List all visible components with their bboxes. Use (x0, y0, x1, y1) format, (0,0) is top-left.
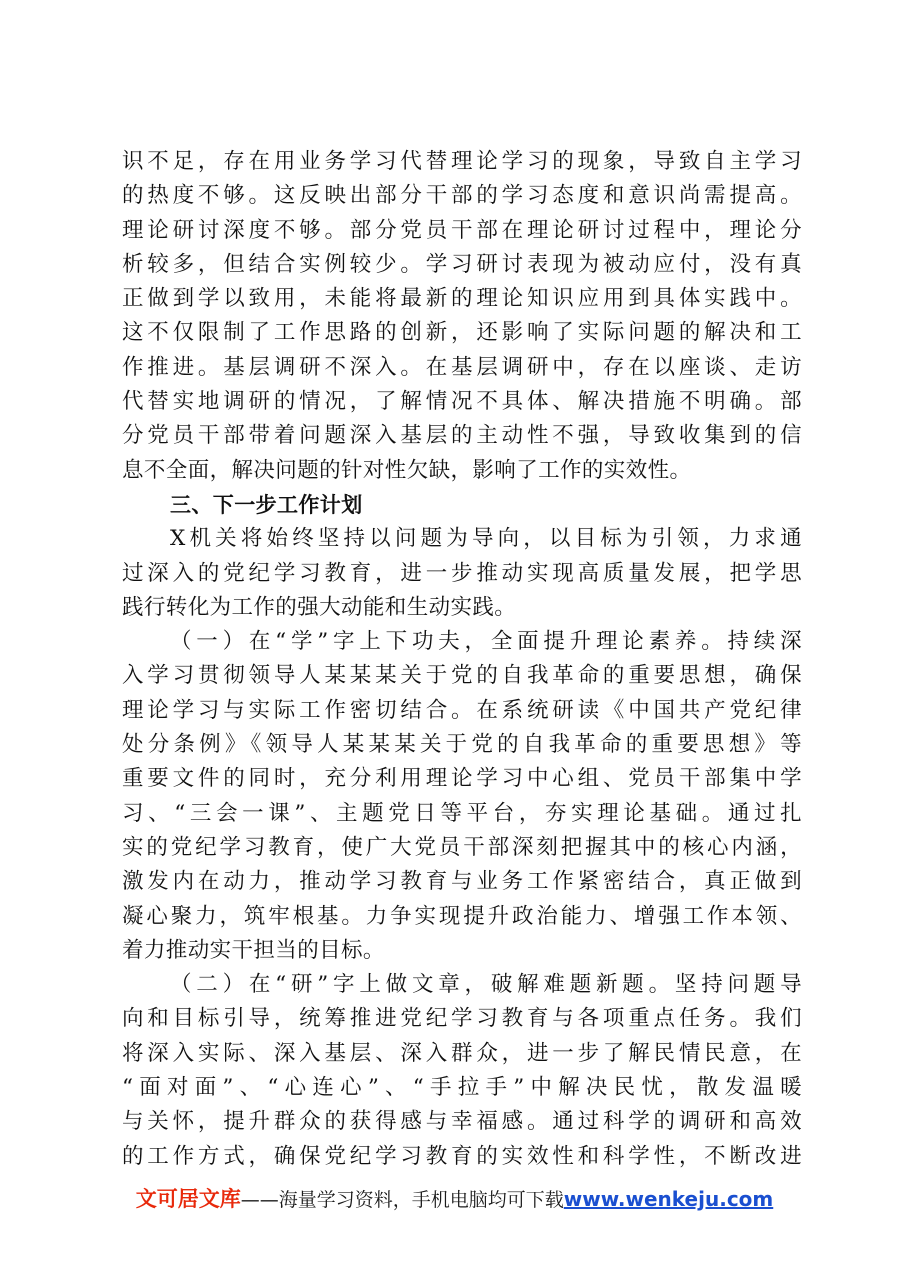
paragraph-line: X机关将始终坚持以问题为导向，以目标为引领，力求通 (170, 526, 802, 552)
document-body (122, 145, 802, 1174)
paragraph-line: （二）在“研”字上做文章，破解难题新题。坚持问题导 (170, 972, 802, 998)
paragraph-line: 息不全面，解决问题的针对性欠缺，影响了工作的实效性。 (122, 457, 692, 483)
footer-tagline: ——海量学习资料，手机电脑均可下载 (240, 1189, 564, 1211)
paragraph-line: 正做到学以致用，未能将最新的理论知识应用到具体实践中。 (122, 286, 802, 312)
paragraph-line: 入学习贯彻领导人某某某关于党的自我革命的重要思想，确保 (122, 663, 802, 689)
footer-banner (0, 1183, 909, 1213)
paragraph-line: 凝心聚力，筑牢根基。力争实现提升政治能力、增强工作本领、 (122, 903, 802, 929)
paragraph-line: 实的党纪学习教育，使广大党员干部深刻把握其中的核心内涵， (122, 834, 802, 860)
paragraph-line: 向和目标引导，统筹推进党纪学习教育与各项重点任务。我们 (122, 1006, 802, 1032)
paragraph-line: 着力推动实干担当的目标。 (122, 937, 385, 963)
section-heading: 三、下一步工作计划 (170, 492, 363, 517)
paragraph-line: 这不仅限制了工作思路的创新，还影响了实际问题的解决和工 (122, 320, 802, 346)
paragraph-line: 践行转化为工作的强大动能和生动实践。 (122, 594, 517, 620)
footer-site-link[interactable]: www.wenkeju.com (563, 1187, 774, 1211)
paragraph-line: 理论学习与实际工作密切结合。在系统研读《中国共产党纪律 (122, 697, 802, 723)
paragraph-line: 代替实地调研的情况，了解情况不具体、解决措施不明确。部 (122, 389, 802, 415)
paragraph-line: “面对面”、“心连心”、“手拉手”中解决民忧，散发温暖 (122, 1075, 802, 1101)
paragraph-line: 重要文件的同时，充分利用理论学习中心组、党员干部集中学 (122, 766, 802, 792)
paragraph-line: 的工作方式，确保党纪学习教育的实效性和科学性，不断改进 (122, 1143, 802, 1169)
paragraph-line: 作推进。基层调研不深入。在基层调研中，存在以座谈、走访 (122, 354, 802, 380)
paragraph-line: 过深入的党纪学习教育，进一步推动实现高质量发展，把学思 (122, 560, 802, 586)
paragraph-line: 识不足，存在用业务学习代替理论学习的现象，导致自主学习 (122, 149, 802, 174)
footer-brand: 文可居文库 (135, 1187, 241, 1211)
paragraph-line: 理论研讨深度不够。部分党员干部在理论研讨过程中，理论分 (122, 217, 802, 243)
paragraph-line: 激发内在动力，推动学习教育与业务工作紧密结合，真正做到 (122, 869, 802, 895)
paragraph-line: 的热度不够。这反映出部分干部的学习态度和意识尚需提高。 (122, 183, 802, 209)
paragraph-line: 处分条例》《领导人某某某关于党的自我革命的重要思想》等 (122, 732, 802, 758)
paragraph-line: （一）在“学”字上下功夫，全面提升理论素养。持续深 (170, 629, 802, 655)
paragraph-line: 习、“三会一课”、主题党日等平台，夯实理论基础。通过扎 (122, 800, 802, 826)
paragraph-line: 将深入实际、深入基层、深入群众，进一步了解民情民意，在 (122, 1040, 802, 1066)
paragraph-line: 析较多，但结合实例较少。学习研讨表现为被动应付，没有真 (122, 251, 802, 277)
paragraph-line: 分党员干部带着问题深入基层的主动性不强，导致收集到的信 (122, 423, 802, 449)
paragraph-line: 与关怀，提升群众的获得感与幸福感。通过科学的调研和高效 (122, 1109, 802, 1135)
